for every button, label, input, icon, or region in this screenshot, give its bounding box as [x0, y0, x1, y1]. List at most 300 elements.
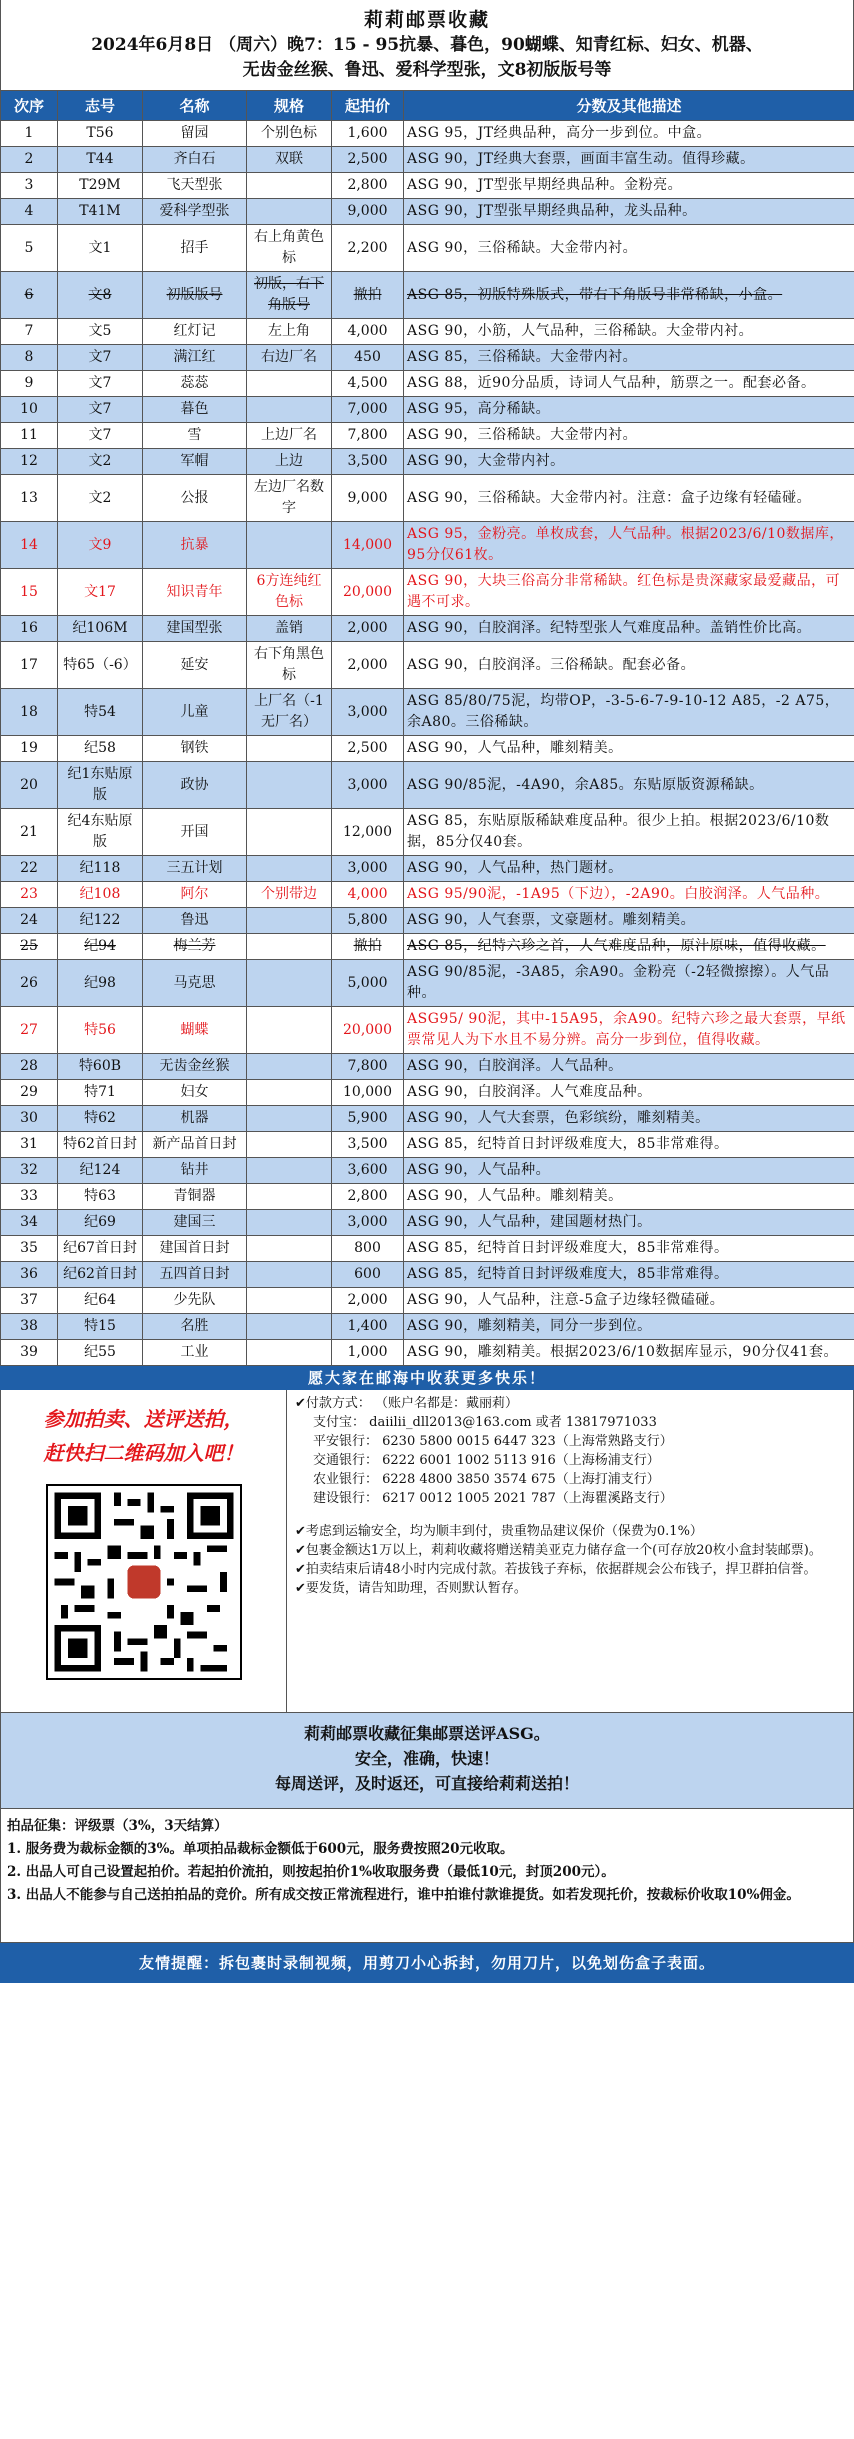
cell-price: 600 [332, 1262, 404, 1288]
check-icon: ✔ [295, 1581, 306, 1596]
cell-price: 2,800 [332, 173, 404, 199]
bank-line: 平安银行： 6230 5800 0015 6447 323（上海常熟路支行） [313, 1434, 673, 1449]
cell-no: 19 [1, 736, 58, 762]
cell-spec: 盖销 [247, 616, 332, 642]
table-row [1, 689, 854, 736]
cell-name: 机器 [143, 1106, 247, 1132]
cell-desc: ASG 90，人气大套票，色彩缤纷，雕刻精美。 [404, 1106, 854, 1132]
cell-no: 18 [1, 689, 58, 736]
cell-desc: ASG 85/80/75泥，均带OP，-3-5-6-7-9-10-12 A85，-2 A75，余A80。三俗稀缺。 [404, 689, 854, 736]
table-row [1, 1184, 854, 1210]
cell-desc: ASG 95，金粉亮。单枚成套，人气品种。根据2023/6/10数据库，95分仅61枚。 [404, 522, 854, 569]
table-row [1, 882, 854, 908]
cell-price: 2,000 [332, 616, 404, 642]
cell-name: 抗暴 [143, 522, 247, 569]
cell-no: 15 [1, 569, 58, 616]
cell-code: 文8 [58, 272, 143, 319]
check-icon: ✔ [295, 1396, 306, 1411]
cell-no: 39 [1, 1340, 58, 1366]
cell-price: 5,900 [332, 1106, 404, 1132]
cell-code: 文17 [58, 569, 143, 616]
table-row [1, 809, 854, 856]
cell-desc: ASG 95/90泥，-1A95（下边），-2A90。白胶润泽。人气品种。 [404, 882, 854, 908]
cell-name: 知识青年 [143, 569, 247, 616]
cell-name: 梅兰芳 [143, 934, 247, 960]
cell-desc: ASG 90/85泥，-3A85，余A90。金粉亮（-2轻微擦擦）。人气品种。 [404, 960, 854, 1007]
cell-name: 五四首日封 [143, 1262, 247, 1288]
cell-price: 2,800 [332, 1184, 404, 1210]
cell-name: 公报 [143, 475, 247, 522]
auction-info-line2: 无齿金丝猴、鲁迅、爱科学型张，文8初版版号等 [242, 59, 612, 80]
cell-no: 36 [1, 1262, 58, 1288]
table-row [1, 397, 854, 423]
cell-code: 特62 [58, 1106, 143, 1132]
table-row [1, 199, 854, 225]
cell-code: 纪67首日封 [58, 1236, 143, 1262]
cell-price: 3,600 [332, 1158, 404, 1184]
cell-spec [247, 1007, 332, 1054]
cell-desc: ASG 90，JT型张早期经典品种。金粉亮。 [404, 173, 854, 199]
cell-desc: ASG 90，JT型张早期经典品种，龙头品种。 [404, 199, 854, 225]
cell-spec [247, 736, 332, 762]
cell-price: 2,000 [332, 642, 404, 689]
cell-spec [247, 1080, 332, 1106]
cell-code: 文9 [58, 522, 143, 569]
cell-no: 20 [1, 762, 58, 809]
cell-desc: ASG 90，大块三俗高分非常稀缺。红色标是贵深藏家最爱藏品，可遇不可求。 [404, 569, 854, 616]
table-row [1, 1314, 854, 1340]
cell-price: 20,000 [332, 1007, 404, 1054]
cell-desc: ASG 90/85泥，-4A90，余A85。东贴原版资源稀缺。 [404, 762, 854, 809]
column-header: 志号 [58, 91, 143, 121]
cell-no: 29 [1, 1080, 58, 1106]
cell-name: 妇女 [143, 1080, 247, 1106]
cell-name: 雪 [143, 423, 247, 449]
cell-spec: 个别带边 [247, 882, 332, 908]
cell-name: 政协 [143, 762, 247, 809]
cell-no: 13 [1, 475, 58, 522]
column-header: 名称 [143, 91, 247, 121]
promo-panel [1, 1390, 287, 1712]
rules-line: 2. 出品人可自己设置起拍价。若起拍价流拍，则按起拍价1%收取服务费（最低10元，封顶200元）。 [7, 1864, 615, 1880]
cell-spec [247, 934, 332, 960]
cell-price: 2,200 [332, 225, 404, 272]
cell-spec [247, 522, 332, 569]
cell-code: 纪58 [58, 736, 143, 762]
table-row [1, 423, 854, 449]
cell-code: 纪94 [58, 934, 143, 960]
cell-price: 4,000 [332, 882, 404, 908]
table-row [1, 147, 854, 173]
cell-desc: ASG 85，纪特首日封评级难度大，85非常难得。 [404, 1236, 854, 1262]
cell-spec: 上边 [247, 449, 332, 475]
cell-spec: 上厂名（-1无厂名） [247, 689, 332, 736]
promo-text-2: 赶快扫二维码加入吧！ [43, 1441, 244, 1465]
column-header: 规格 [247, 91, 332, 121]
cell-price: 2,500 [332, 147, 404, 173]
cell-spec [247, 1288, 332, 1314]
cell-spec [247, 908, 332, 934]
table-row [1, 616, 854, 642]
cell-spec: 右上角黄色标 [247, 225, 332, 272]
cell-spec [247, 1184, 332, 1210]
cell-spec [247, 173, 332, 199]
cell-code: 纪64 [58, 1288, 143, 1314]
cell-price: 3,000 [332, 762, 404, 809]
cell-desc: ASG 90，白胶润泽。人气品种。 [404, 1054, 854, 1080]
cell-spec: 右边厂名 [247, 345, 332, 371]
qr-code-icon [48, 1486, 240, 1678]
table-row [1, 475, 854, 522]
cell-spec: 个别色标 [247, 121, 332, 147]
cell-code: T44 [58, 147, 143, 173]
cell-name: 蝴蝶 [143, 1007, 247, 1054]
cell-price: 9,000 [332, 199, 404, 225]
cell-no: 11 [1, 423, 58, 449]
cell-price: 5,800 [332, 908, 404, 934]
cell-desc: ASG 85，初版特殊版式，带右下角版号非常稀缺，小盒。 [404, 272, 854, 319]
cell-desc: ASG 90，三俗稀缺。大金带内衬。 [404, 225, 854, 272]
rules-line: 拍品征集：评级票（3%，3天结算） [7, 1818, 228, 1834]
cell-name: 招手 [143, 225, 247, 272]
column-header: 起拍价 [332, 91, 404, 121]
cell-code: 特71 [58, 1080, 143, 1106]
cell-code: 特60B [58, 1054, 143, 1080]
page-title: 莉莉邮票收藏 [363, 8, 490, 31]
bank-line: 建设银行： 6217 0012 1005 2021 787（上海瞿溪路支行） [313, 1491, 673, 1506]
page-header [0, 0, 854, 90]
cell-no: 32 [1, 1158, 58, 1184]
cell-no: 7 [1, 319, 58, 345]
cell-price: 3,000 [332, 856, 404, 882]
cell-price: 4,500 [332, 371, 404, 397]
cell-desc: ASG 85，纪特六珍之首，人气难度品种，原汁原味，值得收藏。 [404, 934, 854, 960]
cell-spec [247, 809, 332, 856]
check-icon: ✔ [295, 1543, 306, 1558]
cell-desc: ASG 88，近90分品质，诗词人气品种，筋票之一。配套必备。 [404, 371, 854, 397]
cell-desc: ASG 85，三俗稀缺。大金带内衬。 [404, 345, 854, 371]
cell-name: 建国型张 [143, 616, 247, 642]
cell-name: 鲁迅 [143, 908, 247, 934]
cell-price: 1,000 [332, 1340, 404, 1366]
cell-code: 纪62首日封 [58, 1262, 143, 1288]
rules-line: 3. 出品人不能参与自己送拍拍品的竞价。所有成交按正常流程进行，谁中拍谁付款谁提货。如若发现托价，按裁标价收取10%佣金。 [7, 1887, 800, 1903]
cell-code: 特63 [58, 1184, 143, 1210]
cell-code: 纪1东贴原版 [58, 762, 143, 809]
cell-no: 28 [1, 1054, 58, 1080]
cell-spec [247, 1262, 332, 1288]
cell-price: 12,000 [332, 809, 404, 856]
cell-no: 2 [1, 147, 58, 173]
table-row [1, 934, 854, 960]
cell-spec [247, 762, 332, 809]
cell-spec: 双联 [247, 147, 332, 173]
cell-code: T41M [58, 199, 143, 225]
cell-spec [247, 1210, 332, 1236]
table-row [1, 449, 854, 475]
cell-name: 三五计划 [143, 856, 247, 882]
cell-name: 儿童 [143, 689, 247, 736]
cell-desc: ASG 90，小筋，人气品种，三俗稀缺。大金带内衬。 [404, 319, 854, 345]
cell-price: 4,000 [332, 319, 404, 345]
table-header-row [1, 91, 854, 121]
cell-spec [247, 1314, 332, 1340]
cell-spec [247, 1236, 332, 1262]
table-row [1, 642, 854, 689]
note-line: ✔包裹金额达1万以上，莉莉收藏将赠送精美亚克力储存盒一个(可存放20枚小盒封装邮票)。 [295, 1543, 822, 1558]
table-row [1, 522, 854, 569]
cell-spec [247, 1132, 332, 1158]
cell-name: 初版版号 [143, 272, 247, 319]
cell-name: 满江红 [143, 345, 247, 371]
cell-spec [247, 1054, 332, 1080]
slogan-line: 莉莉邮票收藏征集邮票送评ASG。 [304, 1724, 550, 1743]
cell-desc: ASG 85，纪特首日封评级难度大，85非常难得。 [404, 1132, 854, 1158]
table-row [1, 173, 854, 199]
cell-no: 3 [1, 173, 58, 199]
table-row [1, 371, 854, 397]
cell-desc: ASG 90，白胶润泽。人气难度品种。 [404, 1080, 854, 1106]
note-line: ✔考虑到运输安全，均为顺丰到付，贵重物品建议保价（保费为0.1%） [295, 1524, 703, 1539]
auction-table [0, 90, 854, 1366]
info-section [0, 1390, 854, 1713]
check-icon: ✔ [295, 1562, 306, 1577]
cell-name: 暮色 [143, 397, 247, 423]
cell-code: 文7 [58, 397, 143, 423]
cell-price: 3,500 [332, 1132, 404, 1158]
cell-code: T29M [58, 173, 143, 199]
cell-no: 12 [1, 449, 58, 475]
cell-desc: ASG 90，人气品种，雕刻精美。 [404, 736, 854, 762]
cell-code: 纪69 [58, 1210, 143, 1236]
cell-desc: ASG 90，白胶润泽。纪特型张人气难度品种。盖销性价比高。 [404, 616, 854, 642]
cell-no: 9 [1, 371, 58, 397]
cell-desc: ASG 90，人气套票，文豪题材。雕刻精美。 [404, 908, 854, 934]
cell-no: 24 [1, 908, 58, 934]
rules-line: 1. 服务费为裁标金额的3%。单项拍品裁标金额低于600元，服务费按照20元收取。 [7, 1841, 514, 1857]
cell-spec: 初版，右下角版号 [247, 272, 332, 319]
table-row [1, 762, 854, 809]
cell-name: 新产品首日封 [143, 1132, 247, 1158]
table-row [1, 1340, 854, 1366]
cell-desc: ASG 90，白胶润泽。三俗稀缺。配套必备。 [404, 642, 854, 689]
payment-title: ✔付款方式： （账户名都是：戴丽莉） [295, 1396, 519, 1411]
cell-code: 纪122 [58, 908, 143, 934]
cell-desc: ASG 90，大金带内衬。 [404, 449, 854, 475]
cell-no: 14 [1, 522, 58, 569]
table-row [1, 272, 854, 319]
cell-desc: ASG 90，人气品种。 [404, 1158, 854, 1184]
cell-no: 22 [1, 856, 58, 882]
cell-price: 9,000 [332, 475, 404, 522]
cell-name: 名胜 [143, 1314, 247, 1340]
table-row [1, 856, 854, 882]
cell-no: 21 [1, 809, 58, 856]
table-row [1, 1080, 854, 1106]
cell-code: 文1 [58, 225, 143, 272]
cell-spec: 左上角 [247, 319, 332, 345]
cell-spec: 左边厂名数字 [247, 475, 332, 522]
cell-price: 10,000 [332, 1080, 404, 1106]
cell-name: 飞天型张 [143, 173, 247, 199]
cell-spec: 右下角黑色标 [247, 642, 332, 689]
cell-name: 阿尔 [143, 882, 247, 908]
cell-code: 文7 [58, 423, 143, 449]
cell-code: 纪55 [58, 1340, 143, 1366]
cell-price: 撤拍 [332, 934, 404, 960]
cell-price: 3,000 [332, 689, 404, 736]
cell-price: 1,600 [332, 121, 404, 147]
cell-no: 34 [1, 1210, 58, 1236]
cell-name: 红灯记 [143, 319, 247, 345]
cell-spec [247, 397, 332, 423]
cell-no: 5 [1, 225, 58, 272]
cell-name: 留园 [143, 121, 247, 147]
cell-name: 工业 [143, 1340, 247, 1366]
cell-no: 37 [1, 1288, 58, 1314]
table-row [1, 345, 854, 371]
cell-code: 特62首日封 [58, 1132, 143, 1158]
note-line: ✔要发货，请告知助理，否则默认暂存。 [295, 1581, 527, 1596]
cell-code: 文2 [58, 475, 143, 522]
cell-desc: ASG 95，高分稀缺。 [404, 397, 854, 423]
cell-code: 特15 [58, 1314, 143, 1340]
table-row [1, 908, 854, 934]
alipay-line[interactable]: 支付宝： daiilii_dll2013@163.com 或者 13817971033 [313, 1415, 657, 1430]
cell-name: 蕊蕊 [143, 371, 247, 397]
cell-desc: ASG 90，三俗稀缺。大金带内衬。注意：盒子边缘有轻磕碰。 [404, 475, 854, 522]
cell-desc: ASG95/ 90泥，其中-15A95，余A90。纪特六珍之最大套票，早纸票常见人为下水且不易分辨。高分一步到位，值得收藏。 [404, 1007, 854, 1054]
cell-spec [247, 1158, 332, 1184]
table-body [1, 121, 854, 1366]
cell-name: 少先队 [143, 1288, 247, 1314]
cell-price: 14,000 [332, 522, 404, 569]
bank-line: 交通银行： 6222 6001 1002 5113 916（上海杨浦支行） [313, 1453, 660, 1468]
table-row [1, 1132, 854, 1158]
cell-spec [247, 1340, 332, 1366]
cell-no: 16 [1, 616, 58, 642]
cell-spec [247, 1106, 332, 1132]
bless-banner: 愿大家在邮海中收获更多快乐！ [0, 1366, 854, 1390]
cell-no: 38 [1, 1314, 58, 1340]
column-header: 次序 [1, 91, 58, 121]
cell-no: 10 [1, 397, 58, 423]
cell-desc: ASG 90，雕刻精美。根据2023/6/10数据库显示，90分仅41套。 [404, 1340, 854, 1366]
cell-desc: ASG 90，人气品种，注意-5盒子边缘轻微磕碰。 [404, 1288, 854, 1314]
cell-price: 7,000 [332, 397, 404, 423]
cell-spec [247, 856, 332, 882]
table-row [1, 1007, 854, 1054]
cell-name: 军帽 [143, 449, 247, 475]
cell-price: 3,500 [332, 449, 404, 475]
cell-code: 特54 [58, 689, 143, 736]
cell-code: T56 [58, 121, 143, 147]
cell-no: 26 [1, 960, 58, 1007]
cell-price: 7,800 [332, 1054, 404, 1080]
cell-spec [247, 199, 332, 225]
cell-name: 无齿金丝猴 [143, 1054, 247, 1080]
cell-name: 钻井 [143, 1158, 247, 1184]
cell-desc: ASG 90，人气品种，热门题材。 [404, 856, 854, 882]
table-row [1, 225, 854, 272]
cell-desc: ASG 90，三俗稀缺。大金带内衬。 [404, 423, 854, 449]
promo-text-1: 参加拍卖、送评送拍， [43, 1407, 244, 1431]
friendly-tip: 友情提醒：拆包裹时录制视频，用剪刀小心拆封，勿用刀片，以免划伤盒子表面。 [0, 1943, 854, 1983]
cell-price: 7,800 [332, 423, 404, 449]
cell-code: 纪98 [58, 960, 143, 1007]
cell-price: 3,000 [332, 1210, 404, 1236]
cell-desc: ASG 85，东贴原版稀缺难度品种。很少上拍。根据2023/6/10数据，85分仅40套。 [404, 809, 854, 856]
cell-desc: ASG 90，JT经典大套票，画面丰富生动。值得珍藏。 [404, 147, 854, 173]
cell-desc: ASG 85，纪特首日封评级难度大，85非常难得。 [404, 1262, 854, 1288]
bank-line: 农业银行： 6228 4800 3850 3574 675（上海打浦支行） [313, 1472, 660, 1487]
cell-name: 青铜器 [143, 1184, 247, 1210]
cell-desc: ASG 90，雕刻精美，同分一步到位。 [404, 1314, 854, 1340]
cell-code: 纪118 [58, 856, 143, 882]
table-row [1, 1106, 854, 1132]
cell-code: 纪4东贴原版 [58, 809, 143, 856]
cell-name: 马克思 [143, 960, 247, 1007]
table-row [1, 1236, 854, 1262]
table-row [1, 1262, 854, 1288]
table-row [1, 1054, 854, 1080]
cell-price: 5,000 [332, 960, 404, 1007]
slogan-line: 每周送评，及时返还，可直接给莉莉送拍！ [274, 1774, 579, 1793]
column-header: 分数及其他描述 [404, 91, 854, 121]
cell-price: 1,400 [332, 1314, 404, 1340]
cell-spec: 6方连纯红色标 [247, 569, 332, 616]
cell-code: 文5 [58, 319, 143, 345]
cell-code: 特56 [58, 1007, 143, 1054]
cell-no: 31 [1, 1132, 58, 1158]
cell-name: 齐白石 [143, 147, 247, 173]
cell-name: 开国 [143, 809, 247, 856]
cell-desc: ASG 90，人气品种，建国题材热门。 [404, 1210, 854, 1236]
cell-name: 建国三 [143, 1210, 247, 1236]
qr-code[interactable] [46, 1484, 242, 1680]
cell-no: 4 [1, 199, 58, 225]
table-row [1, 319, 854, 345]
cell-desc: ASG 95，JT经典品种，高分一步到位。中盒。 [404, 121, 854, 147]
cell-code: 文7 [58, 345, 143, 371]
cell-price: 2,000 [332, 1288, 404, 1314]
cell-code: 纪108 [58, 882, 143, 908]
cell-price: 20,000 [332, 569, 404, 616]
table-row [1, 1288, 854, 1314]
cell-no: 6 [1, 272, 58, 319]
cell-code: 纪106M [58, 616, 143, 642]
table-row [1, 736, 854, 762]
table-row [1, 960, 854, 1007]
payment-panel [287, 1390, 853, 1712]
cell-no: 30 [1, 1106, 58, 1132]
cell-name: 延安 [143, 642, 247, 689]
cell-name: 爱科学型张 [143, 199, 247, 225]
cell-code: 文2 [58, 449, 143, 475]
table-row [1, 121, 854, 147]
table-row [1, 1158, 854, 1184]
cell-price: 450 [332, 345, 404, 371]
note-line: ✔拍卖结束后请48小时内完成付款。若拔钱子弃标，依据群规会公布钱子，捍卫群拍信誉。 [295, 1562, 817, 1577]
cell-no: 35 [1, 1236, 58, 1262]
cell-no: 8 [1, 345, 58, 371]
cell-price: 2,500 [332, 736, 404, 762]
table-row [1, 569, 854, 616]
cell-no: 25 [1, 934, 58, 960]
cell-code: 特65（-6） [58, 642, 143, 689]
cell-spec [247, 371, 332, 397]
cell-desc: ASG 90，人气品种。雕刻精美。 [404, 1184, 854, 1210]
